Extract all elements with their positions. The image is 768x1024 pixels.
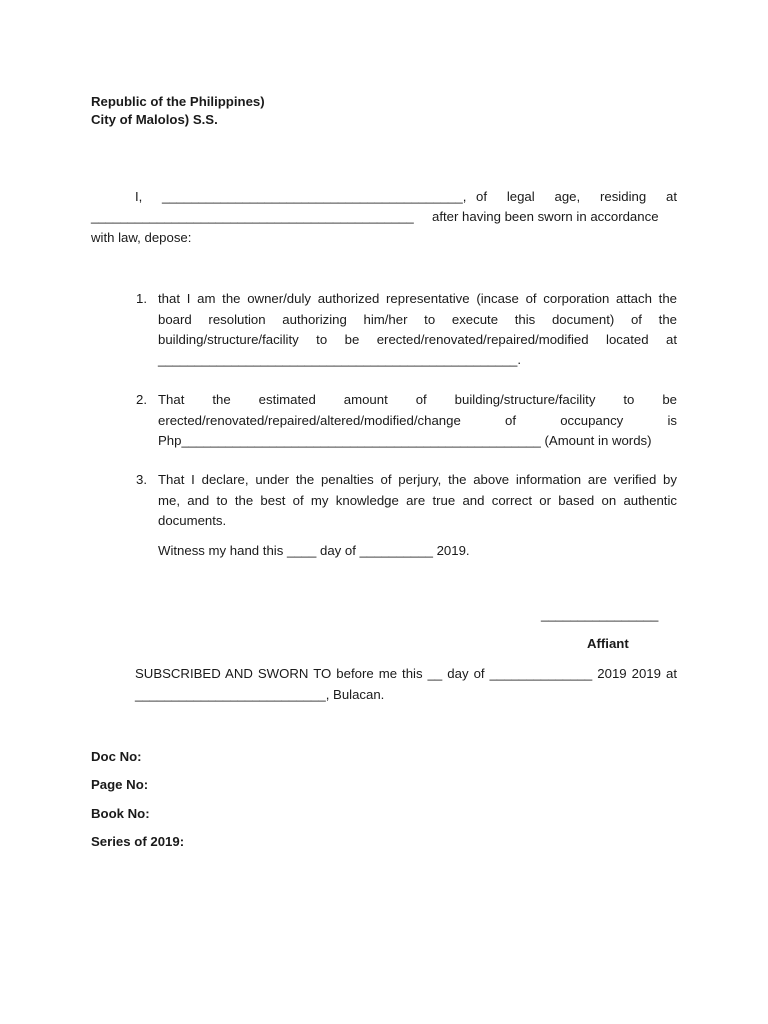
subscribed-line1: SUBSCRIBED AND SWORN TO before me this __ day of ______________ 2019 2019 at [135, 666, 677, 681]
intro-sworn: after having been sworn in accordance [432, 209, 659, 224]
item1-line1: that I am the owner/duly authorized representative (incase of corporation attach the [158, 291, 677, 306]
doc-no-label: Doc No: [91, 749, 142, 764]
residence-blank: ____________________________________________ [91, 209, 414, 224]
item3-line3: documents. [158, 513, 227, 528]
intro-legal-age: of legal age, residing at [476, 189, 677, 204]
item1-line2: board resolution authorizing him/her to execute this document) of the [158, 312, 677, 327]
subscribed-line2: __________________________, Bulacan. [135, 687, 385, 702]
item3-line1: That I declare, under the penalties of perjury, the above information are verified by [158, 472, 677, 487]
signature-line: ________________ [541, 607, 659, 622]
item-number: 1. [136, 291, 147, 306]
header-republic: Republic of the Philippines) [91, 94, 265, 109]
location-blank: _________________________________________________. [158, 352, 522, 367]
item-number: 2. [136, 392, 147, 407]
intro-depose: with law, depose: [91, 230, 192, 245]
item1-line3: building/structure/facility to be erected/renovated/repaired/modified located at [158, 332, 677, 347]
intro-i: I, [135, 189, 143, 204]
witness-line: Witness my hand this ____ day of __________ 2019. [158, 543, 470, 558]
item2-line1: That the estimated amount of building/structure/facility to be [158, 392, 677, 407]
page-no-label: Page No: [91, 777, 149, 792]
book-no-label: Book No: [91, 806, 150, 821]
affiant-label: Affiant [587, 636, 629, 651]
name-blank: _________________________________________, [162, 189, 467, 204]
item-number: 3. [136, 472, 147, 487]
item3-line2: me, and to the best of my knowledge are true and correct or based on authentic [158, 493, 677, 508]
amount-blank: Php_________________________________________________ (Amount in words) [158, 433, 652, 448]
header-city: City of Malolos) S.S. [91, 112, 218, 127]
series-label: Series of 2019: [91, 834, 185, 849]
item2-line2: erected/renovated/repaired/altered/modified/change of occupancy is [158, 413, 677, 428]
